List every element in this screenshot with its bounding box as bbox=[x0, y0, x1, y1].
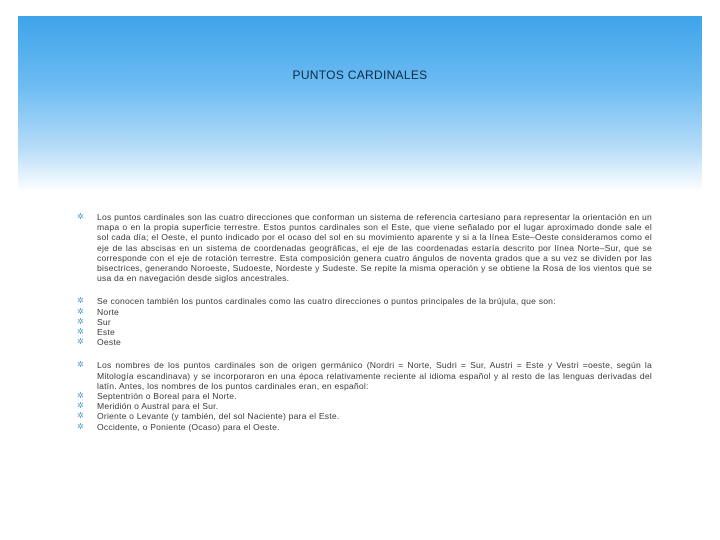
star-bullet-icon: ✲ bbox=[77, 411, 84, 421]
list-item bbox=[77, 401, 652, 411]
star-bullet-icon: ✲ bbox=[77, 421, 84, 431]
list-item bbox=[77, 296, 652, 306]
list-item-text: Este bbox=[97, 327, 115, 338]
bullet-paragraph bbox=[77, 212, 652, 283]
list-item-text: Se conocen también los puntos cardinales como las cuatro direcciones o puntos principales de la brújula, que son: bbox=[97, 296, 556, 307]
list-item bbox=[77, 422, 652, 432]
star-bullet-icon: ✲ bbox=[77, 212, 84, 221]
list-item bbox=[77, 327, 652, 337]
list-item bbox=[77, 391, 652, 401]
star-bullet-icon: ✲ bbox=[77, 401, 84, 411]
star-bullet-icon: ✲ bbox=[77, 327, 84, 337]
bullet-paragraph bbox=[77, 360, 652, 391]
list-item bbox=[77, 307, 652, 317]
list-item-text: Norte bbox=[97, 306, 120, 317]
slide-title: PUNTOS CARDINALES bbox=[292, 68, 428, 82]
list-item bbox=[77, 317, 652, 327]
star-bullet-icon: ✲ bbox=[77, 306, 84, 316]
star-bullet-icon: ✲ bbox=[77, 391, 84, 401]
list-item-text: Septentrión o Boreal para el Norte. bbox=[97, 391, 237, 402]
list-item bbox=[77, 337, 652, 347]
paragraph-text: Los nombres de los puntos cardinales son de origen germánico (Nordri = Norte, Sudri = Sur, Austri = Este y Vestri =oeste, según la Mitología escandinava) y se incorporaron en una época relativamente reciente al idioma español y al resto de las lenguas derivadas del latín. Antes, los nombres de los puntos cardinales eran, en español: bbox=[97, 360, 652, 391]
list-item bbox=[77, 411, 652, 421]
list-item-text: Oeste bbox=[97, 337, 121, 348]
star-bullet-icon: ✲ bbox=[77, 337, 84, 347]
list-item-text: Oriente o Levante (y también, del sol Naciente) para el Este. bbox=[97, 411, 340, 422]
star-bullet-icon: ✲ bbox=[77, 360, 84, 370]
list-item-text: Meridión o Austral para el Sur. bbox=[97, 401, 219, 412]
slide-content bbox=[77, 212, 652, 432]
star-bullet-icon: ✲ bbox=[77, 296, 84, 306]
header-gradient-banner bbox=[18, 16, 702, 192]
list-item-text: Sur bbox=[97, 316, 111, 327]
list-item-text: Occidente, o Poniente (Ocaso) para el Oeste. bbox=[97, 421, 280, 432]
star-bullet-icon: ✲ bbox=[77, 316, 84, 326]
paragraph-text: Los puntos cardinales son las cuatro direcciones que conforman un sistema de referencia cartesiano para representar la orientación en un mapa o en la propia superficie terrestre. Estos puntos cardinales son el Este, que viene señalado por el lugar aproximado donde sale el sol cada día; el Oeste, el punto indicado por el ocaso del sol en su movimiento aparente y si a la línea Este–Oeste consideramos como el eje de las abscisas en un sistema de coordenadas geográficas, el eje de las coordenadas estaría descrito por línea Norte–Sur, que se corresponde con el eje de rotación terrestre. Esta composición genera cuatro ángulos de noventa grados que a su vez se dividen por las bisectrices, generando Noroeste, Sudoeste, Nordeste y Sudeste. Se repite la misma operación y se obtiene la Rosa de los vientos que se usa da en navegación desde siglos ancestrales. bbox=[97, 212, 652, 284]
